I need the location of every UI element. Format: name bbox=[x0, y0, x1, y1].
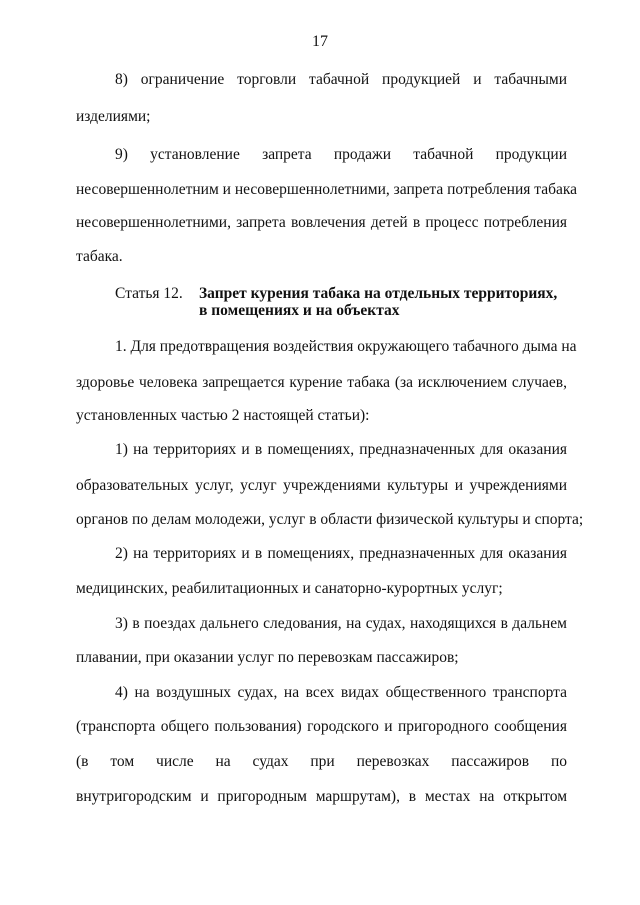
text-line: (в том числе на судах при перевозках пассажиров по bbox=[76, 753, 567, 770]
text-line: медицинских, реабилитационных и санаторно-курортных услуг; bbox=[76, 580, 503, 597]
text-line: несовершеннолетним и несовершеннолетними, запрета потребления табака bbox=[76, 181, 578, 198]
text-line: плавании, при оказании услуг по перевозкам пассажиров; bbox=[76, 649, 459, 666]
article-label: Статья 12. bbox=[115, 285, 183, 302]
text-line: (транспорта общего пользования) городского и пригородного сообщения bbox=[76, 718, 567, 735]
text-line: 4) на воздушных судах, на всех видах общественного транспорта bbox=[115, 684, 567, 701]
text-line: несовершеннолетними, запрета вовлечения детей в процесс потребления bbox=[76, 214, 567, 231]
text-line: здоровье человека запрещается курение табака (за исключением случаев, bbox=[76, 374, 567, 391]
article-title: Запрет курения табака на отдельных территориях, в помещениях и на объектах bbox=[199, 285, 558, 319]
text-line: 8) ограничение торговли табачной продукцией и табачными bbox=[115, 71, 567, 88]
text-line: 2) на территориях и в помещениях, предназначенных для оказания bbox=[115, 545, 567, 562]
text-line: табака. bbox=[76, 248, 123, 265]
text-line: изделиями; bbox=[76, 108, 151, 125]
text-line: образовательных услуг, услуг учреждениями культуры и учреждениями bbox=[76, 477, 567, 494]
text-line: установленных частью 2 настоящей статьи): bbox=[76, 407, 370, 424]
text-line: органов по делам молодежи, услуг в области физической культуры и спорта; bbox=[76, 511, 584, 528]
text-line: 1. Для предотвращения воздействия окружающего табачного дыма на bbox=[115, 338, 577, 355]
text-line: 9) установление запрета продажи табачной продукции bbox=[115, 146, 567, 163]
text-line: 1) на территориях и в помещениях, предназначенных для оказания bbox=[115, 441, 567, 458]
text-line: 3) в поездах дальнего следования, на судах, находящихся в дальнем bbox=[115, 615, 567, 632]
text-line: внутригородским и пригородным маршрутам), в местах на открытом bbox=[76, 788, 567, 805]
page-number: 17 bbox=[312, 33, 328, 50]
